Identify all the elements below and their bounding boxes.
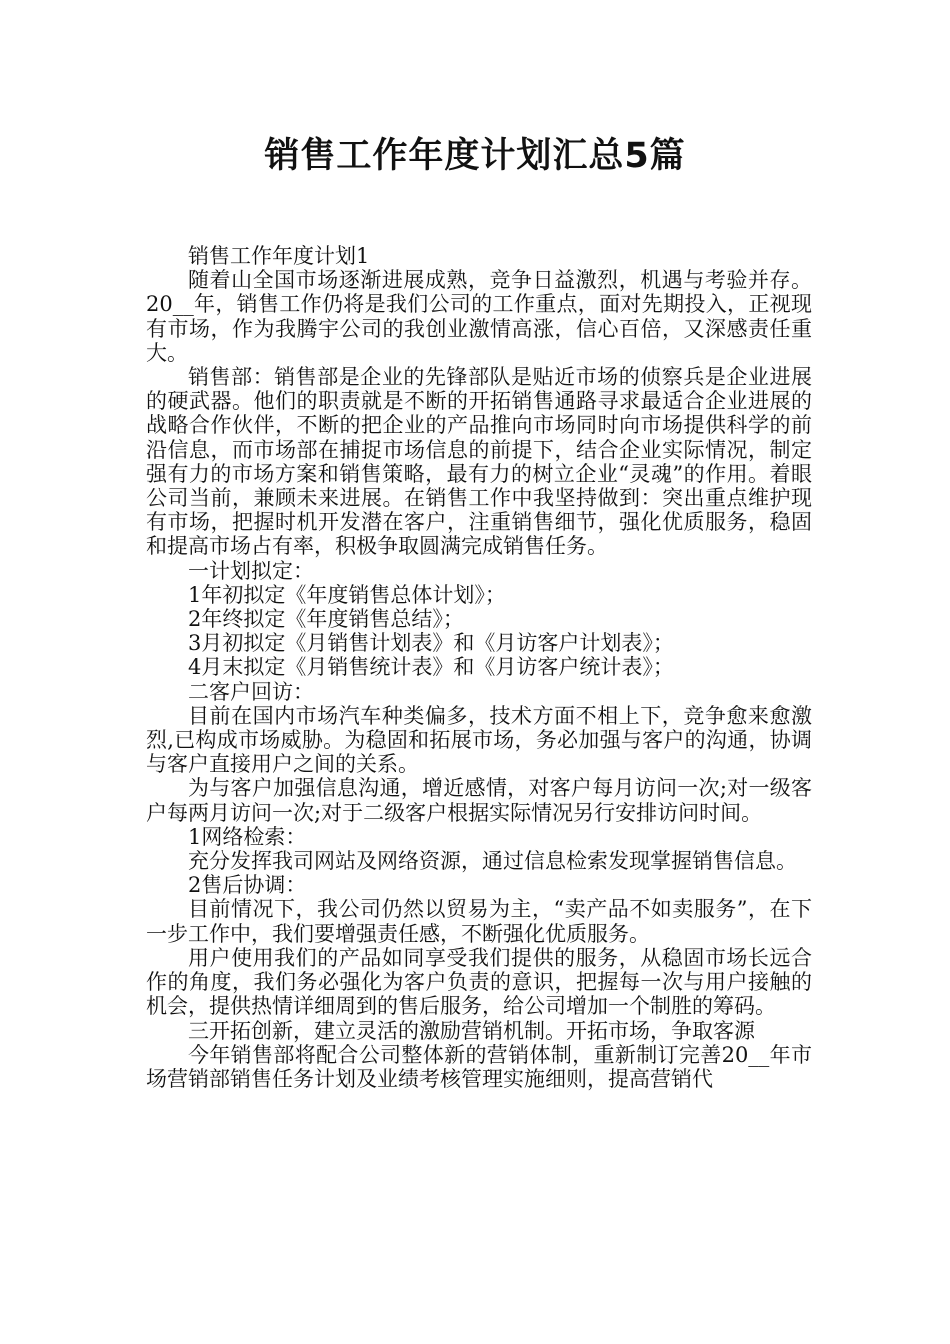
document-body xyxy=(146,244,812,1091)
subsection-heading: 2售后协调： xyxy=(188,873,307,898)
section-heading: 二客户回访： xyxy=(188,679,314,704)
body-paragraph: 为与客户加强信息沟通，增近感情，对客户每月访问一次;对一级客户每两月访问一次;对于二级客户根据实际情况另行安排访问时间。 xyxy=(146,776,812,825)
subsection-heading: 1网络检索： xyxy=(188,824,307,849)
list-item: 2年终拟定《年度销售总结》； xyxy=(188,607,464,632)
body-paragraph: 目前情况下，我公司仍然以贸易为主，“卖产品不如卖服务”，在下一步工作中，我们要增强责任感，不断强化优质服务。 xyxy=(146,897,812,946)
list-item: 1年初拟定《年度销售总体计划》； xyxy=(188,582,506,607)
body-paragraph: 目前在国内市场汽车种类偏多，技术方面不相上下，竞争愈来愈激烈,已构成市场威胁。为稳固和拓展市场，务必加强与客户的沟通，协调与客户直接用户之间的关系。 xyxy=(146,703,812,777)
section-heading: 三开拓创新，建立灵活的激励营销机制。开拓市场，争取客源 xyxy=(188,1018,755,1043)
section-heading: 一计划拟定： xyxy=(188,558,314,583)
body-paragraph: 销售部：销售部是企业的先锋部队是贴近市场的侦察兵是企业进展的硬武器。他们的职责就是不断的开拓销售通路寻求最适合企业进展的战略合作伙伴，不断的把企业的产品推向市场同时向市场提供科学的前沿信息，而市场部在捕捉市场信息的前提下，结合企业实际情况，制定强有力的市场方案和销售策略，最有力的树立企业“灵魂”的作用。着眼公司当前，兼顾未来进展。在销售工作中我坚持做到：突出重点维护现有市场，把握时机开发潜在客户，注重销售细节，强化优质服务，稳固和提高市场占有率，积极争取圆满完成销售任务。 xyxy=(146,365,812,559)
body-paragraph: 充分发挥我司网站及网络资源，通过信息检索发现掌握销售信息。 xyxy=(188,849,797,874)
body-paragraph: 随着山全国市场逐渐进展成熟，竞争日益激烈，机遇与考验并存。20__年，销售工作仍将是我们公司的工作重点，面对先期投入，正视现有市场，作为我腾宇公司的我创业激情高涨，信心百倍，又深感责任重大。 xyxy=(146,268,812,365)
list-item: 3月初拟定《月销售计划表》和《月访客户计划表》； xyxy=(188,631,674,656)
body-paragraph: 今年销售部将配合公司整体新的营销体制，重新制订完善20__年市场营销部销售任务计划及业绩考核管理实施细则，提高营销代 xyxy=(146,1042,812,1091)
section-heading: 销售工作年度计划1 xyxy=(188,244,370,268)
body-paragraph: 用户使用我们的产品如同享受我们提供的服务，从稳固市场长远合作的角度，我们务必强化为客户负责的意识，把握每一次与用户接触的机会，提供热情详细周到的售后服务，给公司增加一个制胜的筹码。 xyxy=(146,945,812,1019)
document-title: 销售工作年度计划汇总5篇 xyxy=(264,136,686,176)
list-item: 4月末拟定《月销售统计表》和《月访客户统计表》； xyxy=(188,655,674,680)
